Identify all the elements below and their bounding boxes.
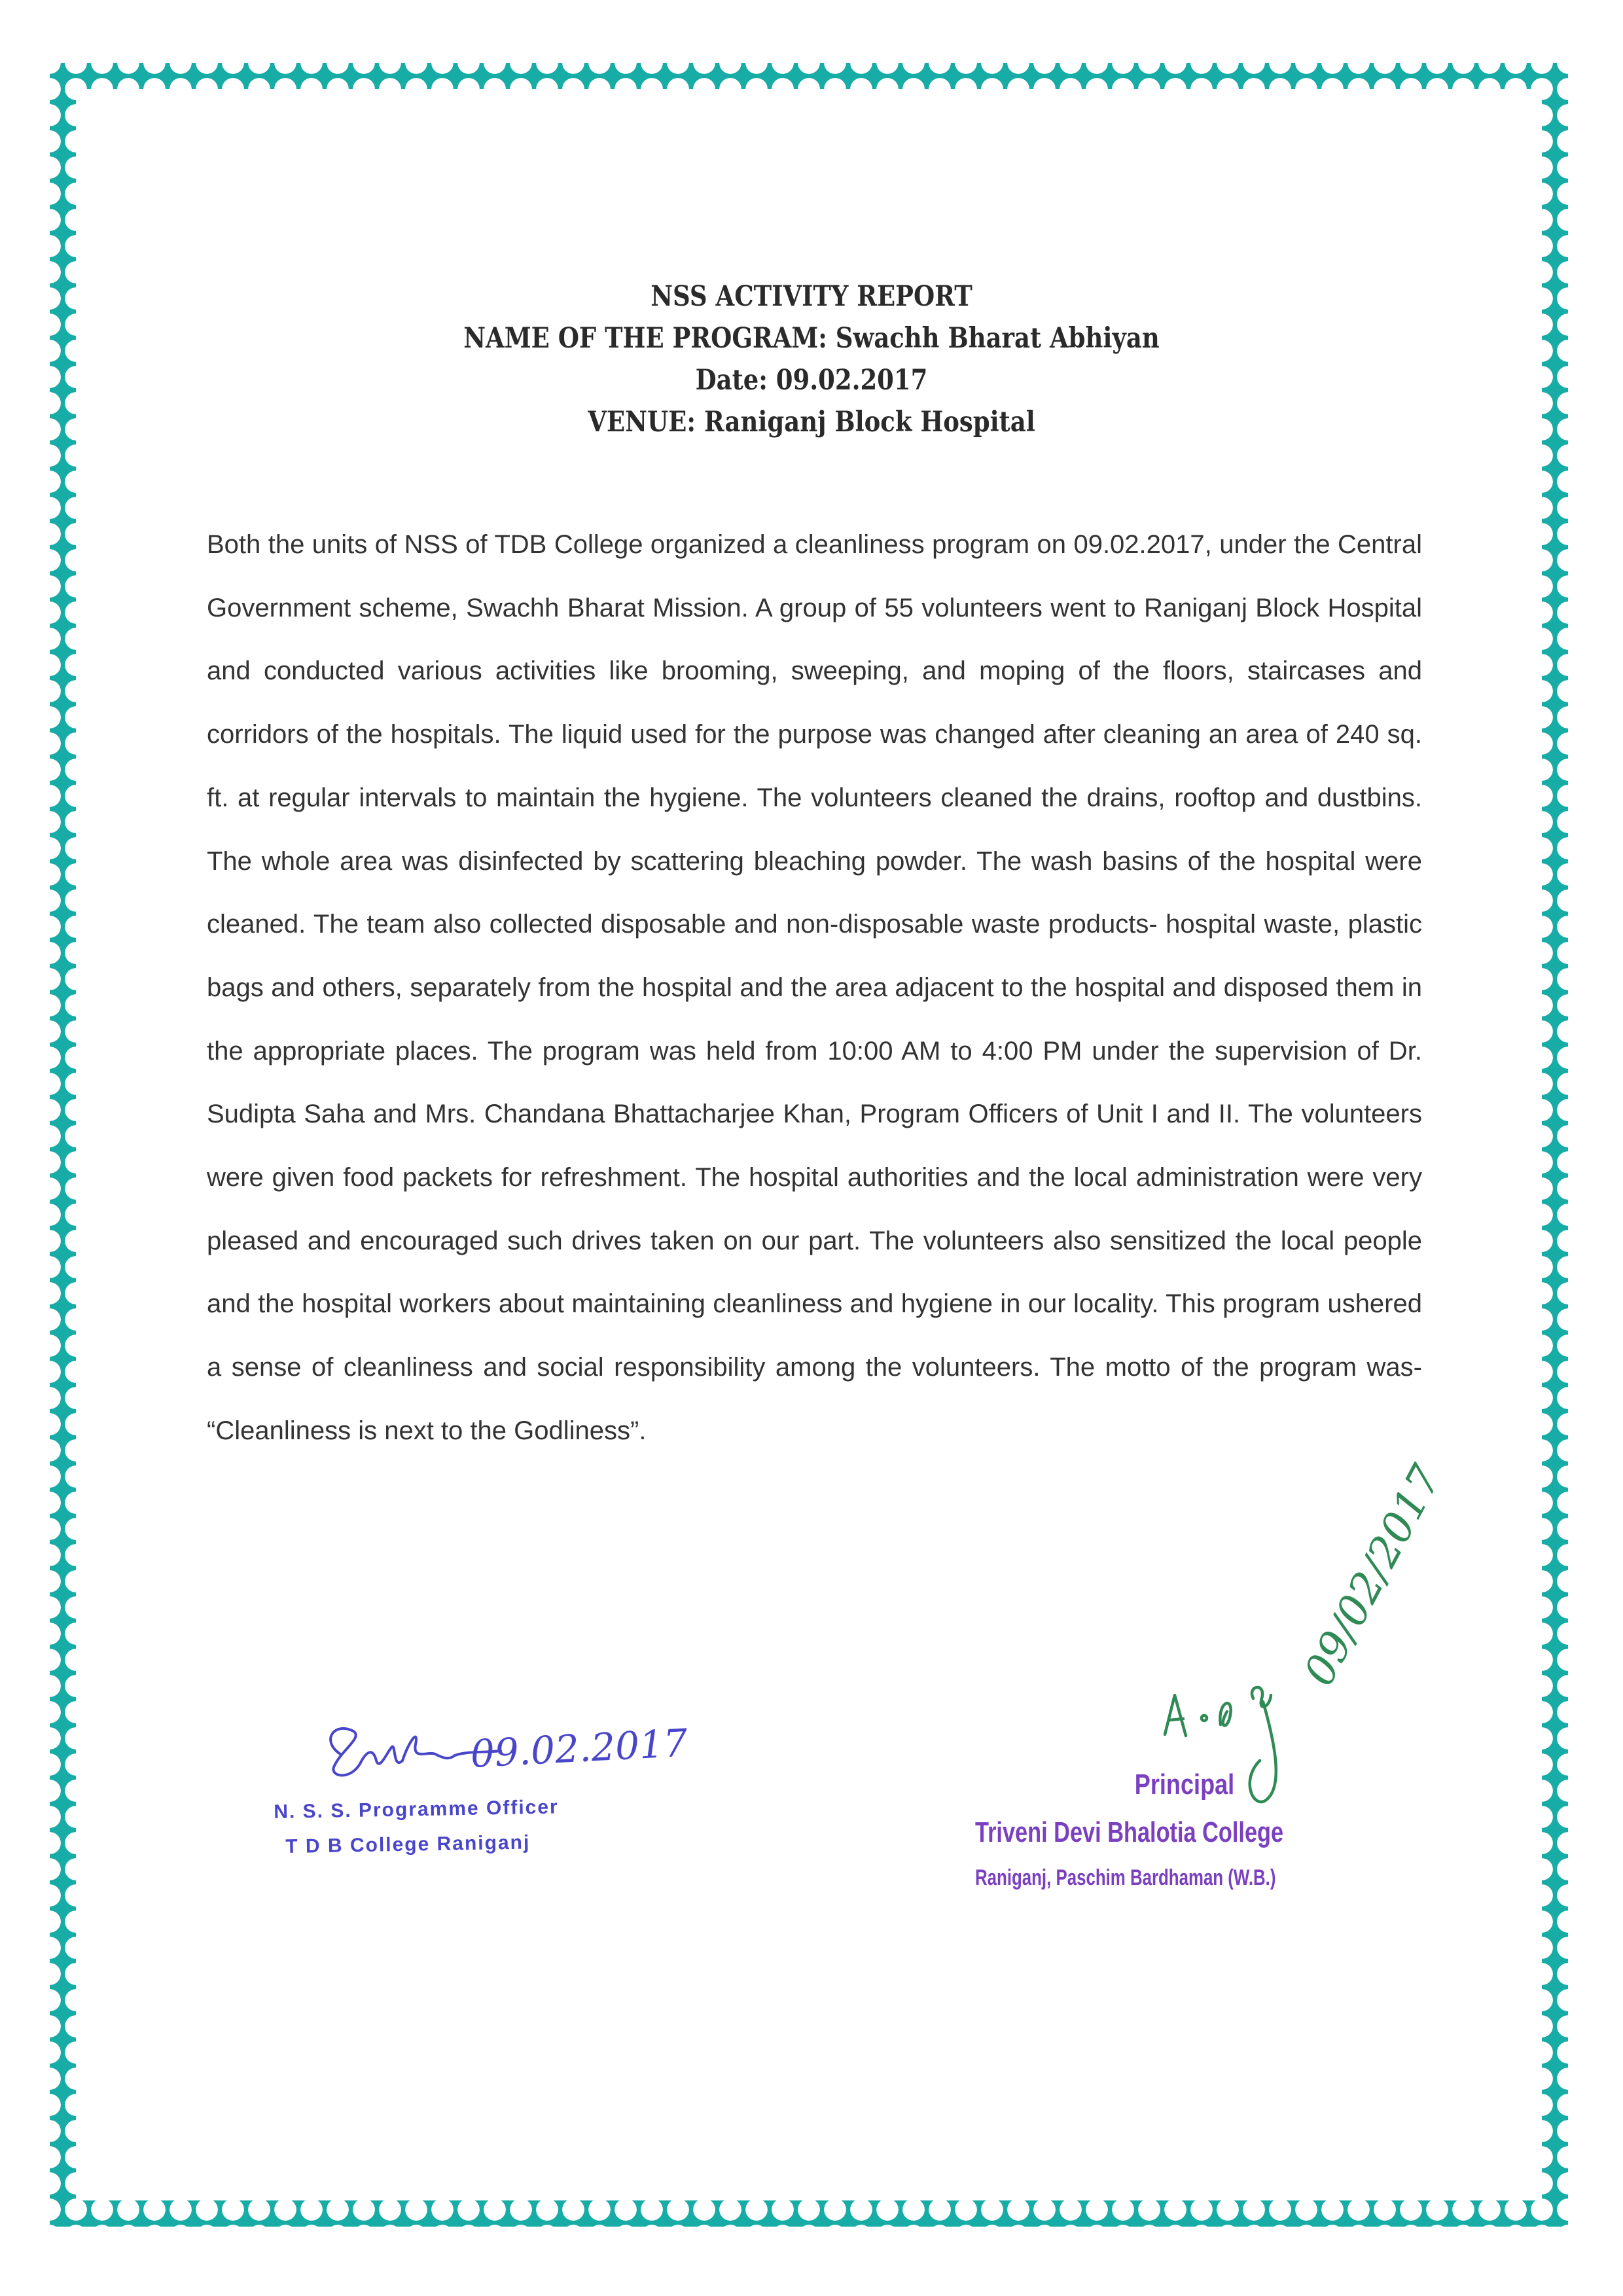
left-stamp-officer: N. S. S. Programme Officer — [274, 1796, 559, 1823]
venue-line: VENUE: Raniganj Block Hospital — [588, 406, 1035, 439]
left-stamp-college: T D B College Raniganj — [285, 1831, 531, 1857]
right-signature-date: 09/02/2017 — [1294, 1458, 1452, 1694]
left-signature-date: 09.02.2017 — [469, 1720, 689, 1776]
right-signature — [1113, 1458, 1518, 1813]
right-stamp-principal: Principal — [1134, 1768, 1235, 1801]
report-title: NSS ACTIVITY REPORT — [651, 280, 972, 313]
right-stamp-college: Triveni Devi Bhalotia College — [975, 1816, 1284, 1848]
report-body-paragraph: Both the units of NSS of TDB College organized a cleanliness program on 09.02.2017, under the Central Government scheme, Swachh Bharat Mission. A group of 55 volunteers went to Raniganj Block Hospital and conducted various activities like brooming, sweeping, and moping of the floors, staircases and corridors of the hospitals. The liquid used for the purpose was changed after cleaning an area of 240 sq. ft. at regular intervals to maintain the hygiene. The volunteers cleaned the drains, rooftop and dustbins. The whole area was disinfected by scattering bleaching powder. The wash basins of the hospital were cleaned. The team also collected disposable and non-disposable waste products- hospital waste, plastic bags and others, separately from the hospital and the area adjacent to the hospital and disposed them in the appropriate places. The program was held from 10:00 AM to 4:00 PM under the supervision of Dr. Sudipta Saha and Mrs. Chandana Bhattacharjee Khan, Program Officers of Unit I and II. The volunteers were given food packets for refreshment. The hospital authorities and the local administration were very pleased and encouraged such drives taken on our part. The volunteers also sensitized the local people and the hospital workers about maintaining cleanliness and hygiene in our locality. This program ushered a sense of cleanliness and social responsibility among the volunteers. The motto of the program was- “Cleanliness is next to the Godliness”. — [207, 530, 1422, 1445]
right-stamp-address: Raniganj, Paschim Bardhaman (W.B.) — [975, 1865, 1276, 1890]
date-line: Date: 09.02.2017 — [695, 364, 928, 397]
program-name-line: NAME OF THE PROGRAM: Swachh Bharat Abhiyan — [463, 322, 1160, 355]
